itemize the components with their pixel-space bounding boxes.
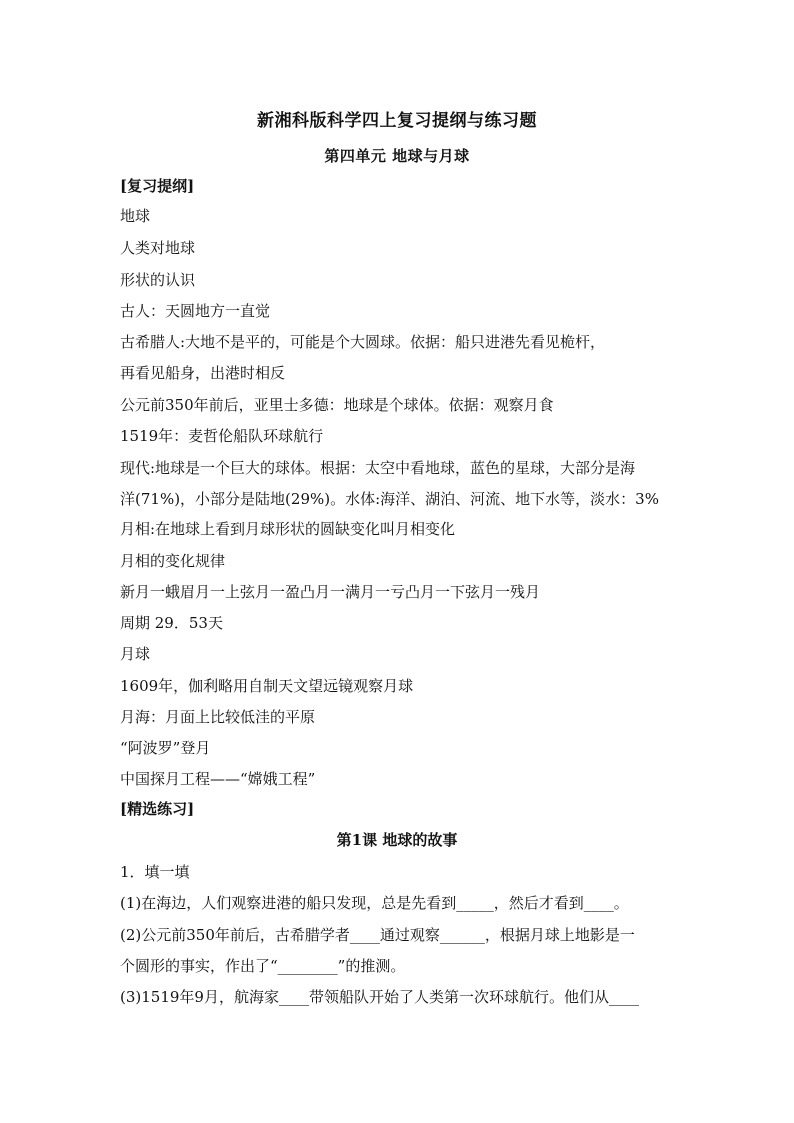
outline-line: 1609年，伽利略用自制天文望远镜观察月球	[120, 677, 414, 695]
exercise-line: (1)在海边，人们观察进港的船只发现，总是先看到_____，然后才看到____。	[120, 894, 629, 912]
outline-line: 月球	[120, 645, 151, 663]
outline-line: 月相:在地球上看到月球形状的圆缺变化叫月相变化	[120, 520, 456, 538]
outline-line: “阿波罗”登月	[120, 739, 211, 757]
document-title: 新湘科版科学四上复习提纲与练习题	[257, 111, 537, 131]
outline-line: 新月一蛾眉月一上弦月一盈凸月一满月一亏凸月一下弦月一残月	[120, 583, 541, 601]
outline-line: 月海：月面上比较低洼的平原	[120, 708, 316, 726]
outline-line: 现代:地球是一个巨大的球体。根据：太空中看地球，蓝色的星球，大部分是海	[120, 459, 636, 477]
outline-line: 周期 29．53天	[120, 614, 223, 632]
outline-line: 古希腊人:大地不是平的，可能是个大圆球。依据：船只进港先看见桅杆，	[120, 333, 606, 351]
exercise-line: (2)公元前350年前后，古希腊学者____通过观察______，根据月球上地影是一	[120, 926, 635, 944]
outline-line: 人类对地球	[120, 239, 196, 257]
outline-line: 再看见船身，出港时相反	[120, 364, 286, 382]
lesson-title: 第1课 地球的故事	[336, 831, 458, 849]
outline-line: 古人：天圆地方一直觉	[120, 302, 271, 320]
exercise-line: 个圆形的事实，作出了“________”的推测。	[120, 957, 406, 975]
outline-line: 洋(71%)，小部分是陆地(29%)。水体:海洋、湖泊、河流、地下水等，淡水：3%	[120, 490, 659, 508]
unit-title: 第四单元 地球与月球	[324, 147, 470, 165]
outline-line: 1519年：麦哲伦船队环球航行	[120, 427, 324, 445]
outline-line: 公元前350年前后，亚里士多德：地球是个球体。依据：观察月食	[120, 396, 554, 414]
exercise-heading: 1．填一填	[120, 863, 190, 881]
outline-line: 地球	[120, 207, 151, 225]
outline-line: 中国探月工程——“嫦娥工程”	[120, 770, 316, 788]
outline-line: 形状的认识	[120, 271, 196, 289]
outline-heading: [复习提纲]	[120, 177, 195, 195]
outline-line: 月相的变化规律	[120, 552, 226, 570]
exercise-line: (3)1519年9月，航海家____带领船队开始了人类第一次环球航行。他们从____	[120, 988, 639, 1006]
practice-heading: [精选练习]	[120, 800, 195, 818]
